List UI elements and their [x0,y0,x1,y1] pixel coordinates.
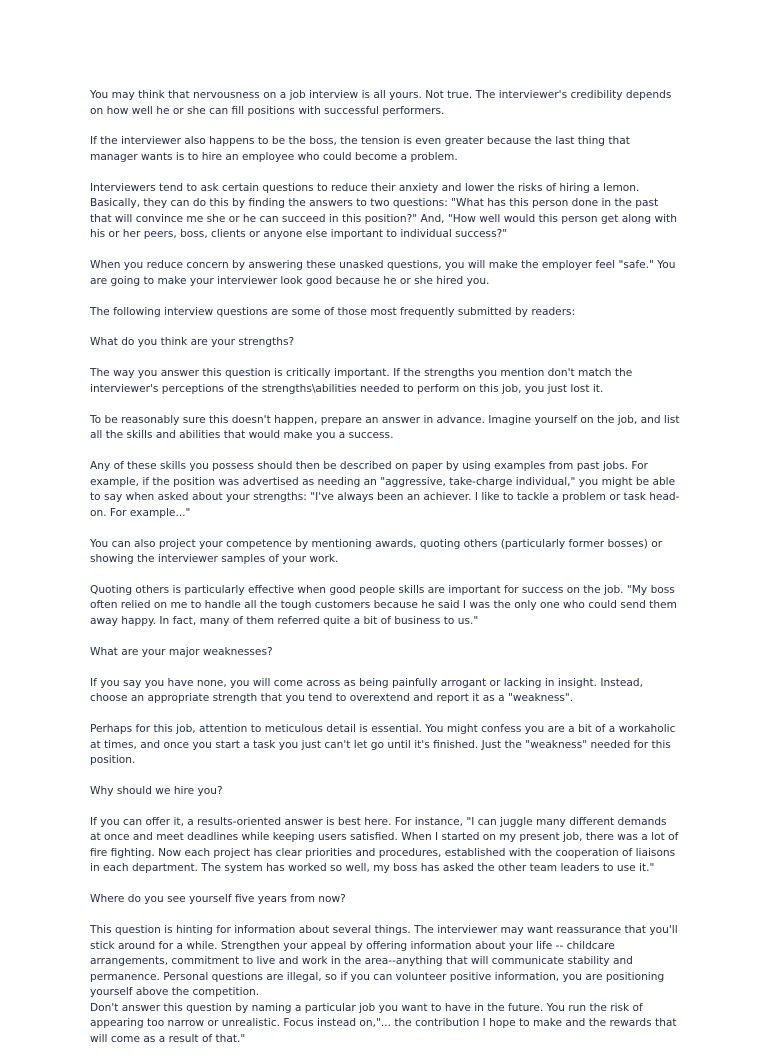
paragraph-prepare-answer: To be reasonably sure this doesn't happen, prepare an answer in advance. Imagine yourself on the job, and list all the skills and abilities that would make you a success. [90,413,680,442]
document-page [90,88,680,1063]
paragraph-nervousness: You may think that nervousness on a job interview is all yours. Not true. The interviewer's credibility depends on how well he or she can fill positions with successful performers. [90,89,672,117]
paragraph-quoting-others: Quoting others is particularly effective when good people skills are important for success on the job. "My boss often relied on me to handle all the tough customers because he said I was the only one who could send them away happy. In fact, many of them referred quite a bit of business to us." [90,583,677,627]
paragraph-say-none: If you say you have none, you will come across as being painfully arrogant or lacking in insight. Instead, choose an appropriate strength that you tend to overextend and report it as a "weakness". [90,676,643,705]
paragraph-hinting-information: This question is hinting for information about several things. The interviewer may want reassurance that you'll stick around for a while. Strengthen your appeal by offering information about your life -- childcare arrangements, commitment to live and work in the area--anything that will communicate stability and permanence. Personal questions are illegal, so if you can volunteer positive information, you are positioning yourself above the competition. [90,924,678,999]
question-strengths: What do you think are your strengths? [90,336,295,349]
paragraph-reduce-concern: When you reduce concern by answering these unasked questions, you will make the employer feel "safe." You are going to make your interviewer look good because he or she hired you. [90,259,676,287]
paragraph-interviewer-questions: Interviewers tend to ask certain questions to reduce their anxiety and lower the risks of hiring a lemon. Basically, they can do this by finding the answers to two questions: "What has this person done in the past that will convince me she or he can succeed in this position?" And, "How well would this person get along with his or her peers, boss, clients or anyone else important to individual success?" [90,181,677,241]
paragraph-examples: Any of these skills you possess should then be described on paper by using examples from past jobs. For example, if the position was advertised as needing an "aggressive, take-charge individual," you might be able to say when asked about your strengths: "I've always been an achiever. I like to tackle a problem or task head-on. For example..." [90,460,680,519]
paragraph-dont-answer: Don't answer this question by naming a particular job you want to have in the future. You run the risk of appearing too narrow or unrealistic. Focus instead on,"... the contribution I hope to make and the rewards that will come as a result of that." [90,1001,677,1045]
question-weaknesses: What are your major weaknesses? [90,645,273,658]
paragraph-following-questions: The following interview questions are some of those most frequently submitted by readers: [90,305,576,318]
paragraph-answer-importance: The way you answer this question is critically important. If the strengths you mention don't match the interviewer's perceptions of the strengths\abilities needed to perform on this job, you just lost it. [90,367,633,395]
question-five-years: Where do you see yourself five years from now? [90,893,346,906]
paragraph-boss-tension: If the interviewer also happens to be the boss, the tension is even greater because the last thing that manager wants is to hire an employee who could become a problem. [90,135,630,163]
paragraph-project-competence: You can also project your competence by mentioning awards, quoting others (particularly former bosses) or showing the interviewer samples of your work. [90,537,663,566]
question-why-hire: Why should we hire you? [90,784,223,797]
paragraph-meticulous-detail: Perhaps for this job, attention to meticulous detail is essential. You might confess you are a bit of a workaholic at times, and once you start a task you just can't let go until it's finished. Just the "weakness" needed for this position. [90,723,676,767]
paragraph-results-oriented: If you can offer it, a results-oriented answer is best here. For instance, "I can juggle many different demands at once and meet deadlines while keeping users satisfied. When I started on my present job, there was a lot of fire fighting. Now each project has clear priorities and procedures, established with the cooperation of liaisons in each department. The system has worked so well, my boss has asked the other team leaders to use it." [90,815,679,875]
